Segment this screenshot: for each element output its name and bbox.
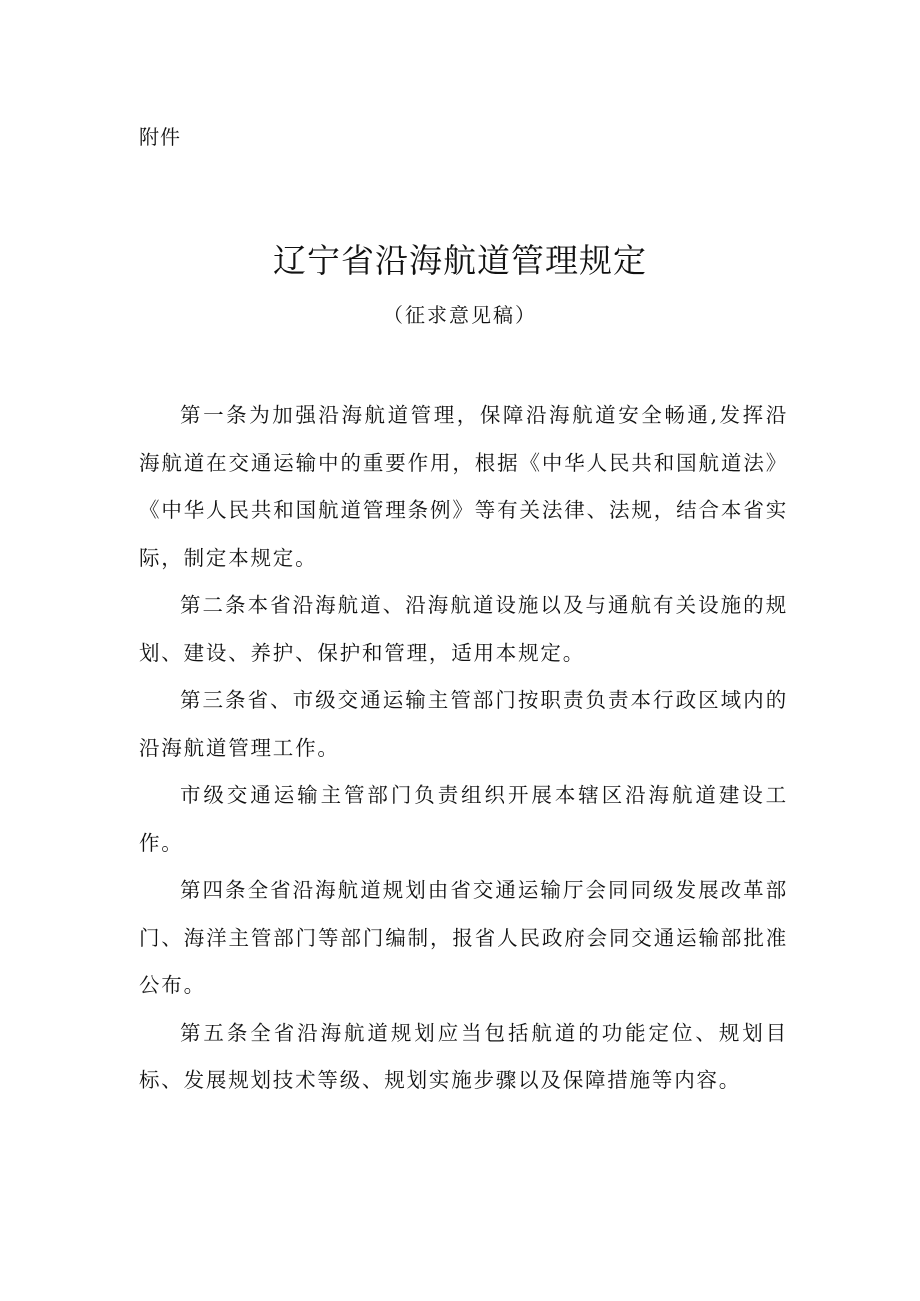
document-subtitle: （征求意见稿） bbox=[383, 303, 537, 327]
article-3-continuation-paragraph: 市级交通运输主管部门负责组织开展本辖区沿海航道建设工作。 bbox=[139, 783, 788, 855]
document-body bbox=[139, 392, 788, 1105]
document-title: 辽宁省沿海航道管理规定 bbox=[273, 241, 647, 280]
attachment-label: 附件 bbox=[139, 125, 181, 149]
article-2-paragraph: 第二条本省沿海航道、沿海航道设施以及与通航有关设施的规划、建设、养护、保护和管理，适用本规定。 bbox=[139, 593, 788, 665]
article-1-paragraph: 第一条为加强沿海航道管理，保障沿海航道安全畅通,发挥沿海航道在交通运输中的重要作用，根据《中华人民共和国航道法》《中华人民共和国航道管理条例》等有关法律、法规，结合本省实际，制定本规定。 bbox=[139, 403, 788, 570]
article-3-paragraph: 第三条省、市级交通运输主管部门按职责负责本行政区域内的沿海航道管理工作。 bbox=[139, 688, 788, 760]
article-5-paragraph: 第五条全省沿海航道规划应当包括航道的功能定位、规划目标、发展规划技术等级、规划实施步骤以及保障措施等内容。 bbox=[139, 1020, 788, 1092]
article-4-paragraph: 第四条全省沿海航道规划由省交通运输厅会同同级发展改革部门、海洋主管部门等部门编制，报省人民政府会同交通运输部批准公布。 bbox=[139, 878, 788, 997]
